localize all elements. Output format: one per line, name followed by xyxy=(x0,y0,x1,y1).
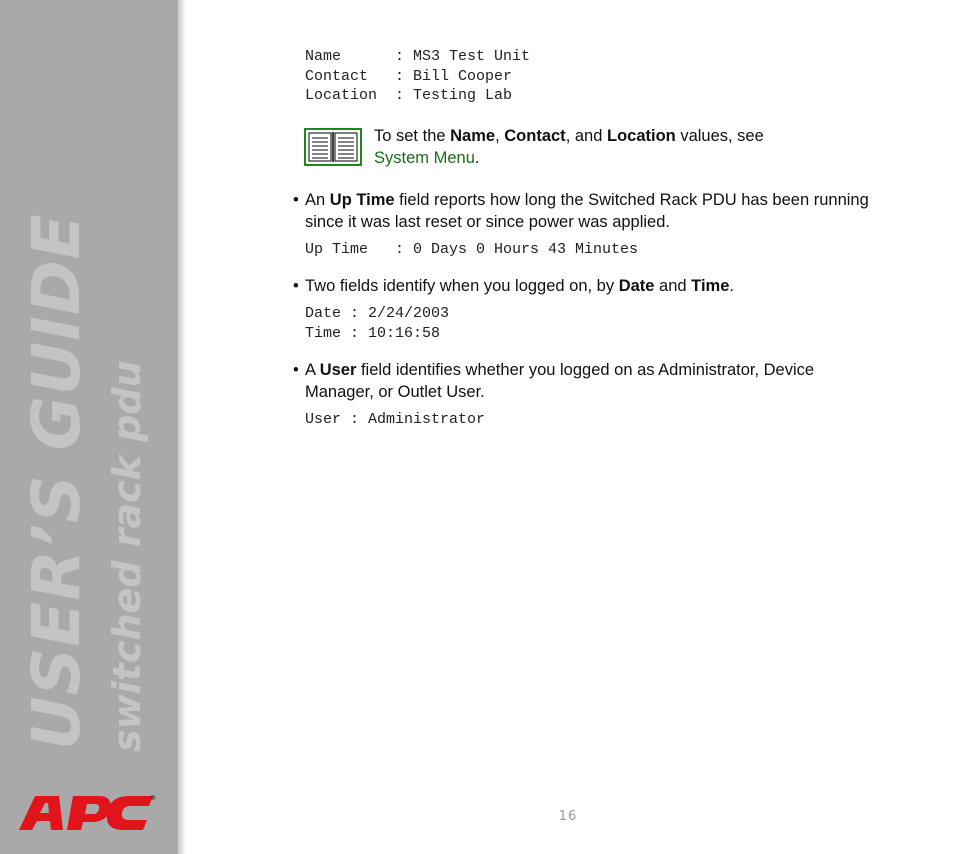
bullet: • xyxy=(293,191,299,209)
sidebar-subtitle: switched rack pdu xyxy=(105,360,149,752)
book-icon xyxy=(304,128,362,166)
note-text: To set the Name, Contact, and Location values, see System Menu. xyxy=(374,127,764,167)
datetime-code-block xyxy=(305,304,449,343)
logo-registered-mark: ® xyxy=(151,796,156,802)
note-name: Name xyxy=(450,127,496,145)
sidebar xyxy=(0,0,178,854)
date-bold: Date xyxy=(618,277,655,295)
sidebar-shadow xyxy=(178,0,186,854)
uptime-paragraph: • An Up Time field reports how long the Switched Rack PDU has been running since it was last reset or since power was applied. xyxy=(293,191,869,231)
system-menu-link[interactable]: System Menu xyxy=(374,149,475,167)
uptime-bold: Up Time xyxy=(329,191,395,209)
code-line-location: Location : Testing Lab xyxy=(305,87,513,104)
user-bold: User xyxy=(319,361,357,379)
sidebar-title: USER’S GUIDE xyxy=(18,213,95,750)
bullet: • xyxy=(293,361,299,379)
apc-logo xyxy=(17,790,157,836)
page-number: 16 xyxy=(558,809,578,824)
code-line-time: Time : 10:16:58 xyxy=(305,324,441,342)
user-code: User : Administrator xyxy=(305,411,486,428)
code-line-contact: Contact : Bill Cooper xyxy=(305,67,513,85)
time-bold: Time xyxy=(691,277,730,295)
uptime-code: Up Time : 0 Days 0 Hours 43 Minutes xyxy=(305,241,639,258)
user-paragraph: • A User field identifies whether you logged on as Administrator, Device Manager, or Outlet User. xyxy=(293,361,815,401)
note-contact: Contact xyxy=(504,127,566,145)
code-line-date: Date : 2/24/2003 xyxy=(305,305,450,322)
identity-code-block xyxy=(305,47,530,106)
code-line-name: Name : MS3 Test Unit xyxy=(305,48,531,65)
note-location: Location xyxy=(606,127,676,145)
bullet: • xyxy=(293,277,299,295)
datetime-paragraph: • Two fields identify when you logged on, by Date and Time. xyxy=(293,277,734,295)
